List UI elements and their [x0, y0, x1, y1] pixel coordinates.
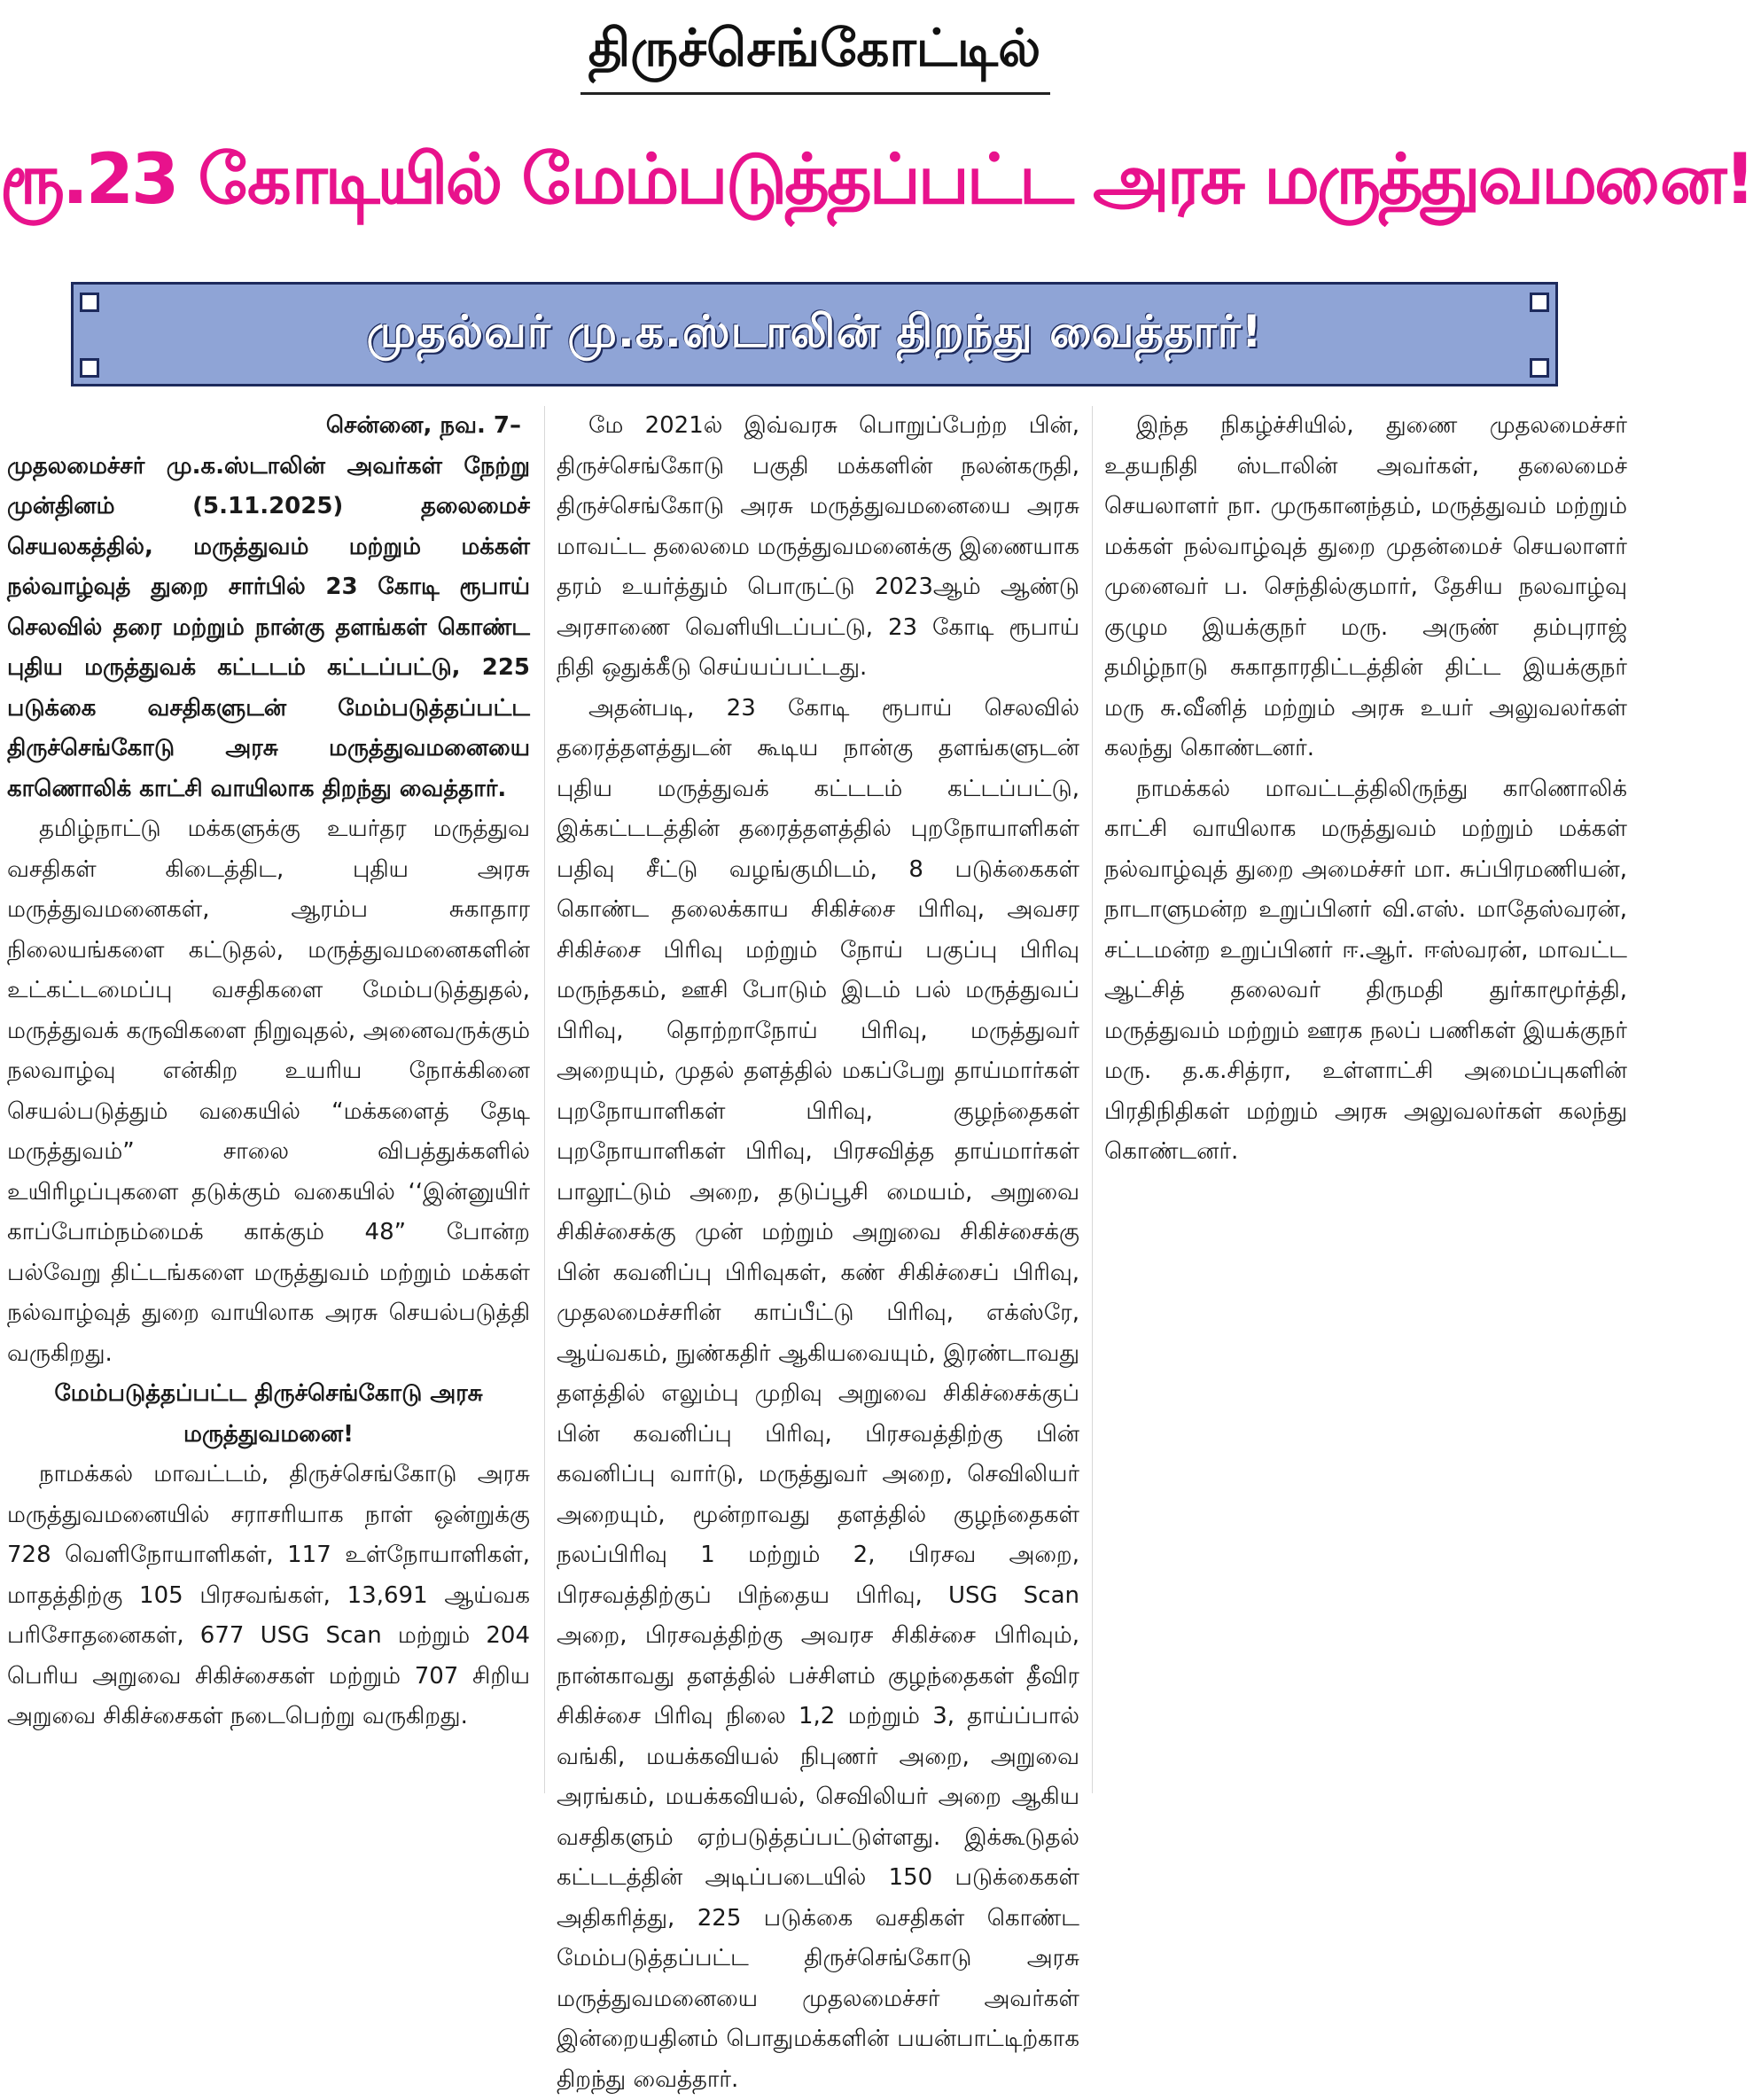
banner-ornament: [80, 358, 99, 378]
banner-ornament: [1530, 293, 1549, 312]
kicker-heading: திருச்செங்கோட்டில்: [0, 12, 1629, 83]
banner-ornament: [1530, 358, 1549, 378]
article-paragraph: நாமக்கல் மாவட்டம், திருச்செங்கோடு அரசு மருத்துவமனையில் சராசரியாக நாள் ஒன்றுக்கு 728 வெளிநோயாளிகள், 117 உள்நோயாளிகள், மாதத்திற்கு 105 பிரசவங்கள், 13,691 ஆய்வக பரிசோதனைகள், 677 USG Scan மற்றும் 204 பெரிய அறுவை சிகிச்சைகள் மற்றும் 707 சிறிய அறுவை சிகிச்சைகள் நடைபெற்று வருகிறது.: [7, 1455, 530, 1737]
dateline: சென்னை, நவ. 7–: [7, 406, 530, 447]
lead-text: முதலமைச்சர் மு.க.ஸ்டாலின் அவர்கள் நேற்று முன்தினம் (5.11.2025) தலைமைச் செயலகத்தில், மருத்துவம் மற்றும் மக்கள் நல்வாழ்வுத் துறை சார்பில் 23 கோடி ரூபாய் செலவில் தரை மற்றும் நான்கு தளங்கள் கொண்ட புதிய மருத்துவக் கட்டடம் கட்டப்பட்டு, 225 படுக்கை வசதிகளுடன் மேம்படுத்தப்பட்ட திருச்செங்கோடு அரசு மருத்துவமனையை காணொலிக் காட்சி வாயிலாக திறந்து வைத்தார்.: [7, 453, 530, 802]
article-paragraph: தமிழ்நாட்டு மக்களுக்கு உயர்தர மருத்துவ வசதிகள் கிடைத்திட, புதிய அரசு மருத்துவமனைகள், ஆரம்ப சுகாதார நிலையங்களை கட்டுதல், மருத்துவமனைகளின் உட்கட்டமைப்பு வசதிகளை மேம்படுத்துதல், மருத்துவக் கருவிகளை நிறுவுதல், அனைவருக்கும் நலவாழ்வு என்கிற உயரிய நோக்கினை செயல்படுத்தும் வகையில் “மக்களைத் தேடி மருத்துவம்” சாலை விபத்துக்களில் உயிரிழப்புகளை தடுக்கும் வகையில் ‘‘இன்னுயிர் காப்போம்நம்மைக் காக்கும் 48” போன்ற பல்வேறு திட்டங்களை மருத்துவம் மற்றும் மக்கள் நல்வாழ்வுத் துறை வாயிலாக அரசு செயல்படுத்தி வருகிறது.: [7, 809, 530, 1374]
column-divider: [544, 406, 545, 1793]
section-subheading: மேம்படுத்தப்பட்ட திருச்செங்கோடு அரசு மருத்துவமனை!: [7, 1374, 530, 1455]
article-column-3: [1104, 406, 1627, 1793]
article-paragraph: நாமக்கல் மாவட்டத்திலிருந்து காணொலிக் காட்சி வாயிலாக மருத்துவம் மற்றும் மக்கள் நல்வாழ்வுத் துறை அமைச்சர் மா. சுப்பிரமணியன், நாடாளுமன்ற உறுப்பினர் வி.எஸ். மாதேஸ்வரன், சட்டமன்ற உறுப்பினர் ஈ.ஆர். ஈஸ்வரன், மாவட்ட ஆட்சித் தலைவர் திருமதி துர்காமூர்த்தி, மருத்துவம் மற்றும் ஊரக நலப் பணிகள் இயக்குநர் மரு. த.க.சித்ரா, உள்ளாட்சி அமைப்புகளின் பிரதிநிதிகள் மற்றும் அரசு அலுவலர்கள் கலந்து கொண்டனர்.: [1104, 769, 1627, 1173]
article-paragraph: அதன்படி, 23 கோடி ரூபாய் செலவில் தரைத்தளத்துடன் கூடிய நான்கு தளங்களுடன் புதிய மருத்துவக் கட்டடம் கட்டப்பட்டு, இக்கட்டடத்தின் தரைத்தளத்தில் புறநோயாளிகள் பதிவு சீட்டு வழங்குமிடம், 8 படுக்கைகள் கொண்ட தலைக்காய சிகிச்சை பிரிவு, அவசர சிகிச்சை பிரிவு மற்றும் நோய் பகுப்பு பிரிவு மருந்தகம், ஊசி போடும் இடம் பல் மருத்துவப் பிரிவு, தொற்றாநோய் பிரிவு, மருத்துவர் அறையும், முதல் தளத்தில் மகப்பேறு தாய்மார்கள் புறநோயாளிகள் பிரிவு, குழந்தைகள் புறநோயாளிகள் பிரிவு, பிரசவித்த தாய்மார்கள் பாலூட்டும் அறை, தடுப்பூசி மையம், அறுவை சிகிச்சைக்கு முன் மற்றும் அறுவை சிகிச்சைக்கு பின் கவனிப்பு பிரிவுகள், கண் சிகிச்சைப் பிரிவு, முதலமைச்சரின் காப்பீட்டு பிரிவு, எக்ஸ்ரே, ஆய்வகம், நுண்கதிர் ஆகியவையும், இரண்டாவது தளத்தில் எலும்பு முறிவு அறுவை சிகிச்சைக்குப் பின் கவனிப்பு பிரிவு, பிரசவத்திற்கு பின் கவனிப்பு வார்டு, மருத்துவர் அறை, செவிலியர் அறையும், மூன்றாவது தளத்தில் குழந்தைகள் நலப்பிரிவு 1 மற்றும் 2, பிரசவ அறை, பிரசவத்திற்குப் பிந்தைய பிரிவு, USG Scan அறை, பிரசவத்திற்கு அவரச சிகிச்சை பிரிவும், நான்காவது தளத்தில் பச்சிளம் குழந்தைகள் தீவிர சிகிச்சை பிரிவு நிலை 1,2 மற்றும் 3, தாய்ப்பால் வங்கி, மயக்கவியல் நிபுணர் அறை, அறுவை அரங்கம், மயக்கவியல், செவிலியர் அறை ஆகிய வசதிகளும் ஏற்படுத்தப்பட்டுள்ளது. இக்கூடுதல் கட்டடத்தின் அடிப்படையில் 150 படுக்கைகள் அதிகரித்து, 225 படுக்கை வசதிகள் கொண்ட மேம்படுத்தப்பட்ட திருச்செங்கோடு அரசு மருத்துவமனையை முதலமைச்சர் அவர்கள் இன்றையதினம் பொதுமக்களின் பயன்பாட்டிற்காக திறந்து வைத்தார்.: [557, 689, 1079, 2100]
article-paragraph: இந்த நிகழ்ச்சியில், துணை முதலமைச்சர் உதயநிதி ஸ்டாலின் அவர்கள், தலைமைச் செயலாளர் நா. முருகானந்தம், மருத்துவம் மற்றும் மக்கள் நல்வாழ்வுத் துறை முதன்மைச் செயலாளர் முனைவர் ப. செந்தில்குமார், தேசிய நலவாழ்வு குழும இயக்குநர் மரு. அருண் தம்புராஜ் தமிழ்நாடு சுகாதாரதிட்டத்தின் திட்ட இயக்குநர் மரு சு.வீனித் மற்றும் அரசு உயர் அலுவலர்கள் கலந்து கொண்டனர்.: [1104, 406, 1627, 769]
article-column-1: [7, 406, 530, 1793]
article-paragraph: மே 2021ல் இவ்வரசு பொறுப்பேற்ற பின், திருச்செங்கோடு பகுதி மக்களின் நலன்கருதி, திருச்செங்கோடு அரசு மருத்துவமனையை அரசு மாவட்ட தலைமை மருத்துவமனைக்கு இணையாக தரம் உயர்த்தும் பொருட்டு 2023ஆம் ஆண்டு அரசாணை வெளியிடப்பட்டு, 23 கோடி ரூபாய் நிதி ஒதுக்கீடு செய்யப்பட்டது.: [557, 406, 1079, 689]
banner-text: முதல்வர் மு.க.ஸ்டாலின் திறந்து வைத்தார்!: [366, 306, 1262, 363]
headline: ரூ.23 கோடியில் மேம்படுத்தப்பட்ட அரசு மருத்துவமனை!: [0, 113, 1629, 246]
subheadline-banner: [71, 282, 1558, 386]
article-lead: [7, 406, 530, 809]
article-column-2: [557, 406, 1079, 1793]
kicker-underline: [580, 92, 1050, 95]
column-divider: [1092, 406, 1093, 1793]
banner-ornament: [80, 293, 99, 312]
